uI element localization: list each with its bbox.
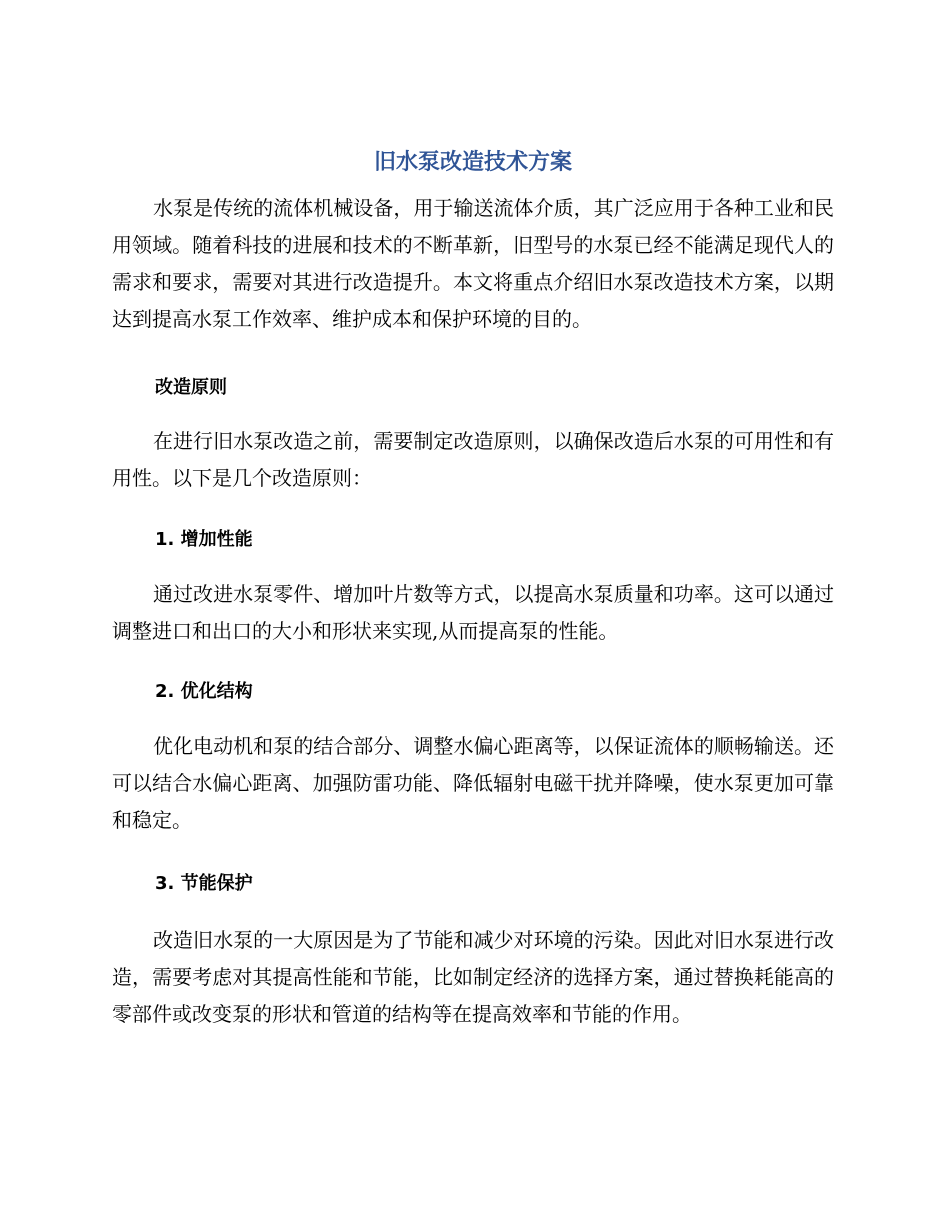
- item-paragraph-energy: 改造旧水泵的一大原因是为了节能和减少对环境的污染。因此对旧水泵进行改造，需要考虑对其提高性能和节能，比如制定经济的选择方案，通过替换耗能高的零部件或改变泵的形状和管道的结构等在提高效率和节能的作用。: [112, 928, 834, 1026]
- item-heading-performance: 1. 增加性能: [155, 529, 253, 550]
- principles-paragraph: 在进行旧水泵改造之前，需要制定改造原则，以确保改造后水泵的可用性和有用性。以下是几个改造原则：: [112, 429, 834, 490]
- item-heading-structure: 2. 优化结构: [155, 681, 253, 702]
- item-heading-energy: 3. 节能保护: [155, 873, 253, 894]
- item-paragraph-performance: 通过改进水泵零件、增加叶片数等方式，以提高水泵质量和功率。这可以通过调整进口和出口的大小和形状来实现,从而提高泵的性能。: [112, 582, 834, 643]
- intro-paragraph: 水泵是传统的流体机械设备，用于输送流体介质，其广泛应用于各种工业和民用领域。随着科技的进展和技术的不断革新，旧型号的水泵已经不能满足现代人的需求和要求，需要对其进行改造提升。本文将重点介绍旧水泵改造技术方案，以期达到提高水泵工作效率、维护成本和保护环境的目的。: [112, 196, 834, 331]
- document-title: 旧水泵改造技术方案: [373, 150, 572, 175]
- item-paragraph-structure: 优化电动机和泵的结合部分、调整水偏心距离等，以保证流体的顺畅输送。还可以结合水偏心距离、加强防雷功能、降低辐射电磁干扰并降噪，使水泵更加可靠和稳定。: [112, 734, 834, 832]
- section-heading-principles: 改造原则: [155, 377, 227, 398]
